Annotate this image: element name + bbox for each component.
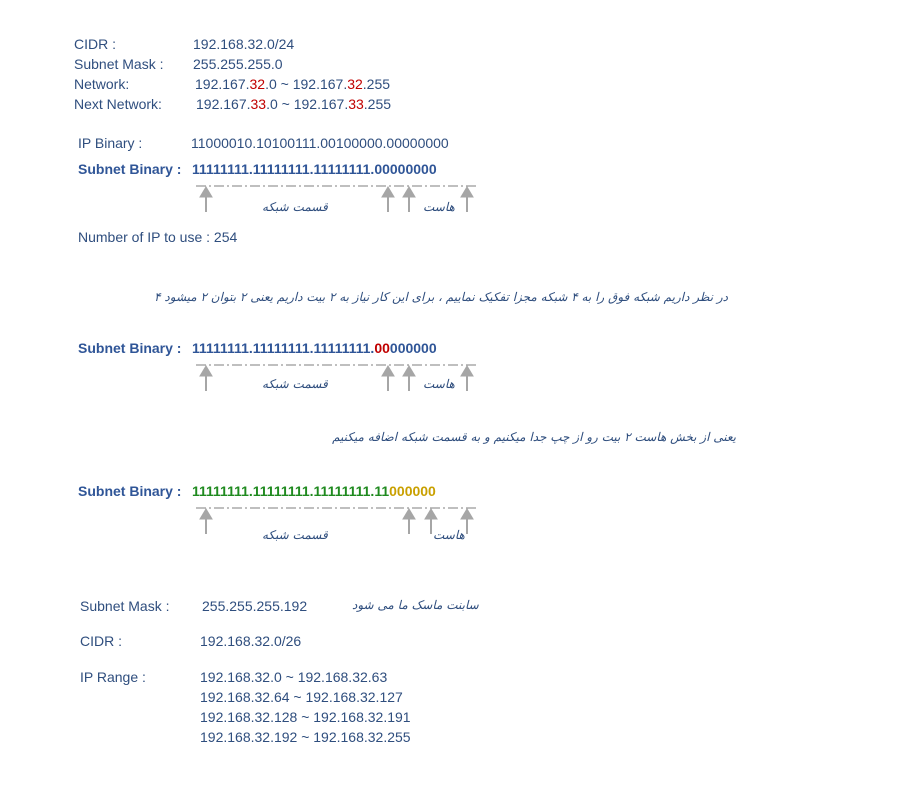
persian-note-2: یعنی از بخش هاست ۲ بیت رو از چپ جدا میکنیم و به قسمت شبکه اضافه میکنیم bbox=[332, 430, 736, 444]
subnet-binary-label: Subnet Binary : bbox=[78, 161, 182, 177]
next-network-part: .255 bbox=[363, 96, 392, 112]
network-label: Network: bbox=[74, 76, 130, 92]
subnet-mask-label: Subnet Mask : bbox=[74, 56, 164, 72]
subnet-binary-value-2 bbox=[192, 340, 437, 356]
ip-binary-label: IP Binary : bbox=[78, 135, 143, 151]
host-part-label-3: هاست bbox=[433, 528, 465, 542]
network-range-part: 192.167. bbox=[195, 76, 250, 92]
arrow-up-icon bbox=[461, 187, 473, 212]
next-network-octet-highlight: 33 bbox=[250, 96, 267, 112]
network-part-label-2: قسمت شبکه bbox=[262, 377, 328, 391]
ip-range-item: 192.168.32.0 ~ 192.168.32.63 bbox=[200, 669, 388, 685]
subnet-binary-network-bits: 11111111.11111111.11111111. bbox=[192, 340, 375, 356]
next-network-range bbox=[196, 96, 391, 112]
ip-binary-value: 11000010.10100111.00100000.00000000 bbox=[191, 135, 449, 151]
result-cidr-value: 192.168.32.0/26 bbox=[200, 633, 302, 649]
result-subnet-mask-note: سابنت ماسک ما می شود bbox=[352, 598, 479, 612]
network-range-part: .0 ~ 192.167. bbox=[265, 76, 348, 92]
cidr-value: 192.168.32.0/24 bbox=[193, 36, 295, 52]
next-network-part: 192.167. bbox=[196, 96, 251, 112]
network-octet-highlight: 32 bbox=[249, 76, 266, 92]
subnet-binary-host-bits: 000000 bbox=[389, 340, 437, 356]
subnet-mask-value: 255.255.255.0 bbox=[193, 56, 283, 72]
cidr-label: CIDR : bbox=[74, 36, 116, 52]
subnet-binary-host-bits-gold: 000000 bbox=[389, 483, 436, 499]
arrow-up-icon bbox=[403, 366, 415, 391]
network-part-label-3: قسمت شبکه bbox=[262, 528, 328, 542]
ip-range-item: 192.168.32.128 ~ 192.168.32.191 bbox=[200, 709, 411, 725]
ip-count-text: Number of IP to use : 254 bbox=[78, 229, 238, 245]
subnet-binary-network-bits-green: 11111111.11111111.11111111.11 bbox=[192, 483, 390, 499]
subnet-binary-borrowed-bits: 00 bbox=[374, 340, 390, 356]
subnet-binary-value: 11111111.11111111.11111111.00000000 bbox=[192, 161, 437, 177]
result-subnet-mask-label: Subnet Mask : bbox=[80, 598, 170, 614]
ip-range-label: IP Range : bbox=[80, 669, 146, 685]
arrow-up-icon bbox=[403, 187, 415, 212]
arrow-up-icon bbox=[382, 187, 394, 212]
arrow-up-icon bbox=[200, 187, 212, 212]
persian-note-1: در نظر داریم شبکه فوق را به ۴ شبکه مجزا تفکیک نماییم ، برای این کار نیاز به ۲ بیت داریم یعنی ۲ بتوان ۲ میشود ۴ bbox=[154, 290, 728, 304]
network-part-label: قسمت شبکه bbox=[262, 200, 328, 214]
arrow-up-icon bbox=[200, 366, 212, 391]
arrow-up-icon bbox=[403, 509, 415, 534]
subnet-binary-label-3: Subnet Binary : bbox=[78, 483, 182, 499]
host-part-label-2: هاست bbox=[423, 377, 455, 391]
network-range bbox=[195, 76, 390, 92]
next-network-part: .0 ~ 192.167. bbox=[266, 96, 349, 112]
network-octet-highlight: 32 bbox=[347, 76, 363, 92]
arrow-up-icon bbox=[200, 509, 212, 534]
ip-range-item: 192.168.32.64 ~ 192.168.32.127 bbox=[200, 689, 403, 705]
host-part-label: هاست bbox=[423, 200, 455, 214]
arrow-up-icon bbox=[461, 366, 473, 391]
subnet-binary-value-3 bbox=[192, 483, 436, 499]
next-network-label: Next Network: bbox=[74, 96, 162, 112]
subnet-binary-label-2: Subnet Binary : bbox=[78, 340, 182, 356]
arrow-up-icon bbox=[382, 366, 394, 391]
result-cidr-label: CIDR : bbox=[80, 633, 122, 649]
ip-range-item: 192.168.32.192 ~ 192.168.32.255 bbox=[200, 729, 411, 745]
result-subnet-mask-value: 255.255.255.192 bbox=[202, 598, 308, 614]
network-range-part: .255 bbox=[362, 76, 391, 92]
next-network-octet-highlight: 33 bbox=[348, 96, 364, 112]
